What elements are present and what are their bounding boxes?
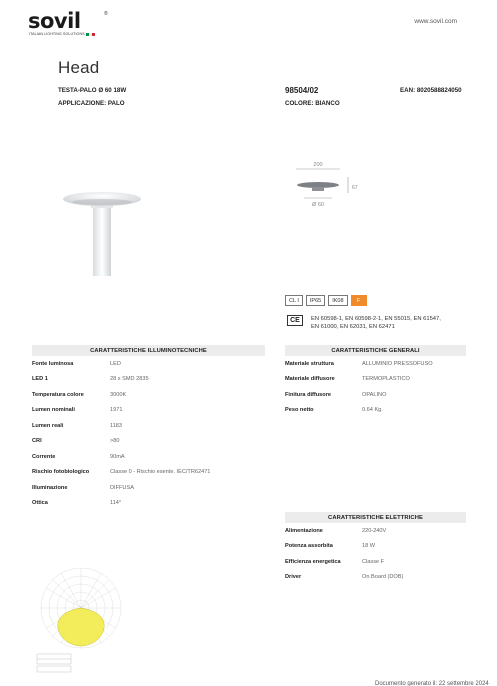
spec-label: Lumen reali	[32, 422, 64, 429]
norms-text: EN 60598-1, EN 60598-2-1, EN 55015, EN 61547, EN 61000, EN 62031, EN 62471	[311, 316, 441, 330]
spec-label: Efficienza energetica	[285, 558, 341, 565]
spec-row	[32, 403, 265, 419]
spec-label: Peso netto	[285, 407, 314, 414]
spec-label: Rischio fotobiologico	[32, 469, 90, 476]
spec-label: Ottica	[32, 500, 48, 507]
certification-badges	[285, 295, 367, 306]
product-application: APPLICAZIONE: PALO	[58, 100, 125, 107]
spec-value: Classe 0 - Rischio esente. IEC/TR62471	[110, 469, 211, 476]
spec-label: LED 1	[32, 376, 48, 383]
spec-label: Illuminazione	[32, 484, 68, 491]
dim-diameter-label: Ø 60	[312, 202, 324, 208]
generated-date: Documento generato il: 22 settembre 2024	[375, 681, 489, 686]
energy-class-badge: F	[351, 295, 367, 306]
product-description: TESTA-PALO Ø 60 18W	[58, 87, 127, 94]
spec-value: 1183	[110, 422, 123, 429]
spec-value: On Board (DOB)	[362, 574, 404, 581]
class-badge: CL I	[285, 295, 303, 306]
general-specs-header: CARATTERISTICHE GENERALI	[285, 345, 466, 356]
spec-row	[285, 403, 466, 419]
brand-tagline: ITALIAN LIGHTING SOLUTIONS	[29, 32, 85, 36]
spec-row	[32, 418, 265, 434]
spec-row	[285, 387, 466, 403]
dim-width-label: 200	[313, 162, 323, 168]
general-specs-table	[285, 345, 466, 418]
spec-label: Finitura diffusore	[285, 391, 331, 398]
spec-value: 28 x SMD 2835	[110, 376, 149, 383]
italian-flag-icon	[86, 33, 95, 36]
spec-label: Alimentazione	[285, 527, 323, 534]
spec-value: 90mA	[110, 453, 125, 460]
spec-label: Fonte luminosa	[32, 360, 74, 367]
brand-name: sovil	[28, 9, 81, 33]
spec-row	[32, 434, 265, 450]
spec-value: 3000K	[110, 391, 127, 398]
spec-row	[285, 554, 466, 570]
spec-row	[285, 523, 466, 539]
spec-value: >80	[110, 438, 120, 445]
spec-value: OPALINO	[362, 391, 387, 398]
product-code: 98504/02	[285, 86, 319, 95]
website-link[interactable]: www.sovil.com	[414, 18, 457, 25]
spec-row	[285, 539, 466, 555]
spec-label: Corrente	[32, 453, 56, 460]
electrical-specs-table	[285, 512, 466, 585]
spec-value: ALLUMINIO PRESSOFUSO	[362, 360, 433, 367]
product-color: COLORE: BIANCO	[285, 100, 340, 107]
registered-mark: ®	[104, 11, 108, 17]
product-title: Head	[58, 58, 100, 77]
spec-row	[32, 356, 265, 372]
spec-value: 1971	[110, 407, 123, 414]
spec-value: DIFFUSA	[110, 484, 134, 491]
ip-badge: IP65	[306, 295, 325, 306]
spec-label: CRI	[32, 438, 42, 445]
brand-logo	[28, 10, 118, 38]
spec-row	[32, 465, 265, 481]
spec-label: Potenza assorbita	[285, 543, 333, 550]
spec-row	[32, 496, 265, 512]
spec-row	[285, 372, 466, 388]
spec-value: LED	[110, 360, 121, 367]
ik-badge: IK08	[328, 295, 347, 306]
dimension-drawing	[290, 157, 370, 213]
spec-value: 0.64 Kg.	[362, 407, 383, 414]
spec-label: Materiale struttura	[285, 360, 334, 367]
ce-mark-icon: CE	[287, 315, 303, 326]
spec-value: 18 W	[362, 543, 376, 550]
product-ean: EAN: 8020588824050	[400, 87, 462, 94]
dim-height-label: 67	[352, 185, 358, 191]
spec-value: 220-240V	[362, 527, 387, 534]
spec-value: 114°	[110, 500, 122, 507]
spec-value: TERMOPLASTICO	[362, 376, 410, 383]
lighting-specs-header: CARATTERISTICHE ILLUMINOTECNICHE	[32, 345, 265, 356]
spec-row	[285, 356, 466, 372]
spec-label: Temperatura colore	[32, 391, 84, 398]
product-image	[62, 186, 142, 276]
spec-row	[32, 387, 265, 403]
spec-label: Lumen nominali	[32, 407, 75, 414]
spec-label: Driver	[285, 574, 302, 581]
spec-label: Materiale diffusore	[285, 376, 335, 383]
spec-row	[32, 480, 265, 496]
spec-row	[32, 372, 265, 388]
spec-row	[32, 449, 265, 465]
spec-row	[285, 570, 466, 586]
electrical-specs-header: CARATTERISTICHE ELETTRICHE	[285, 512, 466, 523]
photometric-polar-diagram	[34, 568, 129, 680]
lighting-specs-table	[32, 345, 265, 511]
spec-value: Classe F	[362, 558, 385, 565]
